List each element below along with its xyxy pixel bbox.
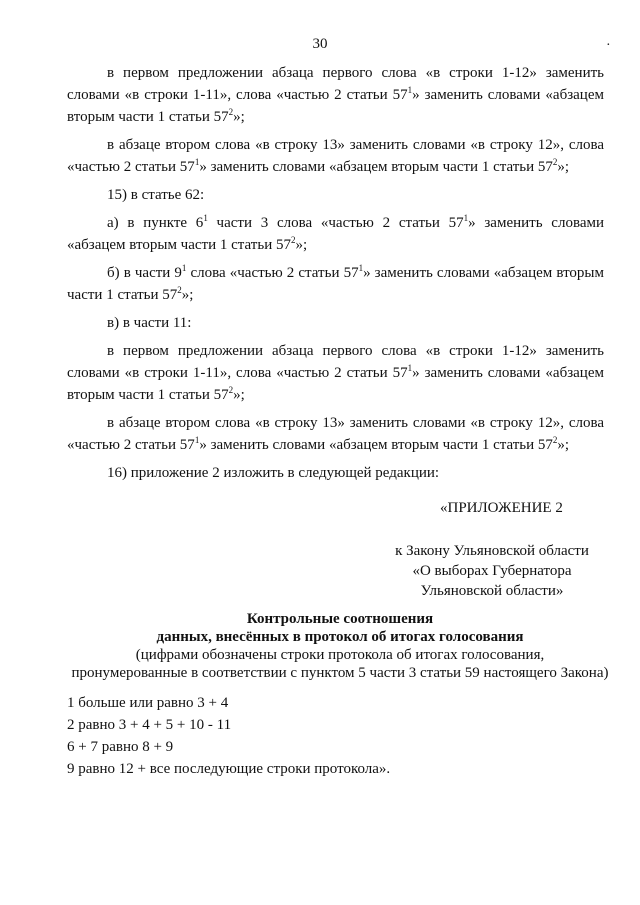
text-run: в) в части 11:	[107, 315, 192, 331]
amendment-paragraph	[67, 462, 604, 484]
amendment-paragraph	[67, 412, 604, 456]
ratio-line: 2 равно 3 + 4 + 5 + 10 - 11	[67, 717, 232, 733]
page-number: 30	[312, 36, 328, 52]
text-run: »;	[233, 387, 245, 403]
amendments-body	[67, 62, 604, 484]
superscript: 2	[177, 285, 182, 295]
superscript: 1	[358, 263, 364, 273]
text-run: »;	[181, 287, 194, 303]
text-run: 15) в статье 62:	[107, 187, 205, 203]
text-run: 16) приложение 2 изложить в следующей редакции:	[107, 465, 440, 481]
text-run: » заменить словами «абзацем вторым части 1 статьи 57	[67, 365, 604, 403]
law-ref-line: Ульяновской области»	[420, 583, 564, 599]
text-run: »;	[557, 159, 570, 175]
superscript: 1	[407, 85, 413, 95]
text-run: » заменить словами «абзацем вторым части 1 статьи 57	[67, 87, 604, 125]
superscript: 1	[463, 213, 469, 223]
text-run: » заменить словами «абзацем вторым части 1 статьи 57	[199, 159, 553, 175]
superscript: 2	[228, 107, 234, 117]
text-run: в абзаце втором слова «в строку 13» заменить словами «в строку 12», слова «частью 2 статьи 57	[67, 137, 604, 175]
superscript: 1	[407, 363, 413, 373]
superscript: 2	[290, 235, 296, 245]
amendment-paragraph	[67, 312, 604, 334]
amendment-paragraph	[67, 134, 604, 178]
law-ref-line: к Закону Ульяновской области	[395, 543, 589, 559]
corner-mark: ·	[606, 38, 611, 53]
superscript: 1	[181, 263, 187, 273]
text-run: »;	[233, 109, 245, 125]
text-run: »;	[295, 237, 308, 253]
text-run: а) в пункте 6	[107, 215, 204, 231]
text-run: в первом предложении абзаца первого слова «в строки 1-12» заменить словами «в строки 1-11», слова «частью 2 статьи 57	[67, 65, 604, 103]
heading-subtitle: данных, внесённых в протокол об итогах голосования	[156, 629, 524, 645]
superscript: 2	[228, 385, 234, 395]
text-run: б) в части 9	[107, 265, 182, 281]
text-run: » заменить словами «абзацем вторым части 1 статьи 57	[67, 265, 604, 303]
text-run: в абзаце втором слова «в строку 13» заменить словами «в строку 12», слова «частью 2 статьи 57	[67, 415, 604, 453]
superscript: 1	[194, 435, 200, 445]
text-run: »;	[557, 437, 570, 453]
ratio-line: 9 равно 12 + все последующие строки протокола».	[67, 761, 391, 777]
heading-note: пронумерованные в соответствии с пунктом 5 части 3 статьи 59 настоящего Закона)	[71, 665, 609, 681]
superscript: 1	[203, 213, 208, 223]
text-run: в первом предложении абзаца первого слова «в строки 1-12» заменить словами «в строки 1-11», слова «частью 2 статьи 57	[67, 343, 604, 381]
superscript: 2	[552, 435, 558, 445]
amendment-paragraph	[67, 62, 604, 128]
text-run: » заменить словами «абзацем вторым части 1 статьи 57	[67, 215, 605, 253]
appendix-title: «ПРИЛОЖЕНИЕ 2	[440, 500, 563, 516]
amendment-paragraph	[67, 212, 604, 256]
superscript: 2	[552, 157, 558, 167]
control-ratios-list	[67, 692, 390, 780]
text-run: » заменить словами «абзацем вторым части 1 статьи 57	[199, 437, 553, 453]
section-heading	[40, 610, 640, 682]
ratio-line: 6 + 7 равно 8 + 9	[67, 739, 174, 755]
heading-title: Контрольные соотношения	[246, 611, 434, 627]
text-run: слова «частью 2 статьи 57	[186, 265, 359, 281]
amendment-paragraph	[67, 340, 604, 406]
heading-note: (цифрами обозначены строки протокола об итогах голосования,	[135, 647, 545, 663]
law-ref-line: «О выборах Губернатора	[412, 563, 572, 579]
text-run: части 3 слова «частью 2 статьи 57	[207, 215, 464, 231]
law-reference	[380, 541, 604, 601]
amendment-paragraph	[67, 184, 604, 206]
superscript: 1	[194, 157, 200, 167]
amendment-paragraph	[67, 262, 604, 306]
ratio-line: 1 больше или равно 3 + 4	[67, 695, 229, 711]
